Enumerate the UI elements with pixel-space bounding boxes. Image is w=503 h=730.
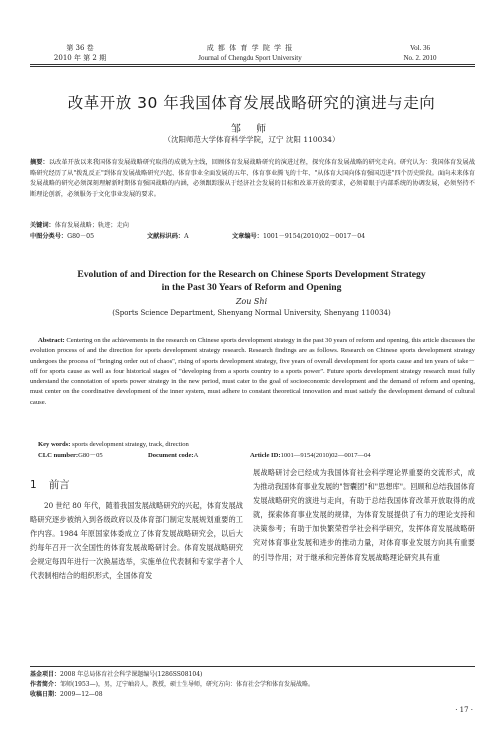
keywords-text-cn: 体育发展战略；轨迹；走向	[54, 222, 129, 229]
article-id-cn	[232, 232, 365, 241]
abstract-label-cn: 摘要：	[30, 159, 49, 166]
author-bio-label: 作者简介：	[30, 681, 61, 688]
section-number: 1	[30, 479, 37, 491]
header-volume-cn: 第 36 卷	[66, 44, 94, 52]
doc-code-label-en: Document code:	[148, 452, 194, 459]
clc-en	[38, 451, 103, 460]
article-id-label-cn: 文章编号：	[232, 233, 263, 240]
fund-label: 基金项目：	[30, 671, 61, 678]
abstract-text-cn: 以改革开放以来我国体育发展战略研究取得的成就为主线，回顾体育发展战略研究的演进过程，探究体育发展战略的研究走向。研究认为：我国体育发展战略研究经历了从"拨乱反正"到体育发展战略研究兴起、体育事业全面发展的五年、体育事业腾飞的十年、"从体育大国向体育强国迈进"四个历史阶段。面向未来体育发展战略的研究必须深刻理解新时期体育强国战略的内涵，必须跟踪服从于经济社会发展的目标和改革开放的要求，必须着眼于内部系统的协调发展，必须坚持不断理论创新，必须服务于文化事业发展的要求。	[30, 159, 476, 198]
abstract-en	[30, 336, 475, 408]
article-id-text-en: 1001—9154(2010)02—0017—04	[280, 452, 371, 459]
clc-cn	[30, 232, 94, 241]
abstract-cn	[30, 158, 475, 200]
clc-label-en: CLC number:	[38, 452, 79, 459]
article-title-en-line1: Evolution of and Direction for the Research on Chinese Sports Development Strategy	[77, 269, 426, 280]
article-id-label-en: Article ID:	[250, 452, 281, 459]
header-rule-bottom	[30, 66, 475, 67]
header-rule-top	[30, 64, 475, 65]
body-column-right: 展战略研讨会已经成为我国体育社会科学理论界重要的交流形式，成为推动我国体育事业发展的"智囊团"和"思想库"。回顾和总结我国体育发展战略研究的演进与走向，有助于总结我国体育改革开放取得的成就，探索体育事业发展的规律，为体育发展提供了有力的理论支持和决策参考；有助于加快繁荣哲学社会科学研究，发挥体育发展战略研究对体育事业发展和进步的推动力量，对体育事业发展方向具有重要的引导作用；对于继承和完善体育发展战略理论研究具有重	[253, 468, 475, 562]
doc-code-cn	[147, 232, 189, 241]
page-number: · 17 ·	[455, 706, 473, 714]
footnote-fund	[30, 670, 202, 680]
header-issue-cn: 2010 年 第 2 期	[53, 54, 107, 62]
article-title-en-line2: in the Past 30 Years of Reform and Opening	[161, 282, 342, 293]
affiliation-en: (Sports Science Department, Shenyang Normal University, Shenyang 110034)	[112, 309, 391, 317]
article-title-cn: 改革开放 30 年我国体育发展战略研究的演进与走向	[67, 94, 436, 112]
header-journal-cn: 成 都 体 育 学 院 学 报	[206, 44, 294, 52]
body-column-left: 20 世纪 80 年代，随着我国发展战略研究的兴起，体育发展战略研究逐步被纳入到各级政府以及体育部门制定发展规划重要的工作内容。1984 年原国家体委成立了体育发展战略研究会，以后大约每年召开一次全国性的体育发展战略研讨会。体育发展战略研究会规定每四年进行一次换届选举，实施单位代表制和专家学者个人代表制相结合的组织形式，全国体育发	[30, 501, 243, 581]
affiliation-cn: （沈阳师范大学体育科学学院，辽宁 沈阳 110034）	[163, 135, 340, 144]
author-bio-text: 邹师(1953—)，男，辽宁岫岩人，教授，硕士生导师，研究方向：体育社会学和体育发展战略。	[60, 681, 314, 688]
article-title-en	[0, 268, 503, 294]
keywords-label-cn: 关键词：	[30, 222, 55, 229]
doc-code-text-cn: A	[184, 233, 189, 240]
doc-code-text-en: A	[193, 452, 199, 459]
section-title: 前言	[48, 479, 70, 491]
footnote-received	[30, 690, 103, 700]
article-id-text-cn: 1001－9154(2010)02－0017－04	[262, 233, 366, 240]
clc-text-cn: G80－05	[67, 233, 95, 240]
keywords-text-en: sports development strategy, track, direction	[72, 441, 189, 448]
clc-text-en: G80－05	[78, 452, 103, 459]
header-issue-en: No. 2. 2010	[403, 54, 437, 62]
doc-code-label-cn: 文献标识码：	[147, 233, 185, 240]
abstract-label-en: Abstract:	[38, 337, 65, 344]
author-name-cn: 邹 师	[230, 124, 273, 135]
keywords-label-en: Key words:	[38, 441, 71, 448]
keywords-cn	[30, 221, 129, 230]
abstract-text-en: Centering on the achievements in the research on Chinese sports development strategy in the past 30 years of reform and opening, this article discusses the evolution process of and the direction for sports development strategy research. Research findings are as follows. Research on Chinese sports development strategy undergoes the process of "bringing order out of chaos", rising of sports development strategy, five years of overall development for sports cause and ten years of take－off for sports cause as well as four historical stages of "developing from a sports country to a sports power". Future sports development strategy research must fully understand the connotation of sports power strategy in the new period, must cater to the goal of socioeconomic development and the demand of reform and opening, must center on the coordinative development of the inner system, must adhere to constant theoretical innovation and must satisfy the development demand of cultural cause.	[30, 337, 475, 406]
author-name-en: Zou Shi	[235, 297, 268, 306]
doc-code-en	[148, 451, 198, 460]
received-text: 2009—12—08	[60, 691, 103, 698]
fund-text: 2008 年总局体育社会科学课题编号(1286SS08104)	[60, 671, 203, 678]
received-label: 收稿日期：	[30, 691, 61, 698]
footnote-rule	[30, 666, 475, 667]
article-id-en	[250, 451, 371, 460]
footnote-author	[30, 680, 314, 690]
header-volume-en: Vol. 36	[409, 44, 431, 52]
clc-label-cn: 中图分类号：	[30, 233, 68, 240]
header-journal-en: Journal of Chengdu Sport University	[198, 54, 302, 62]
section-heading	[30, 477, 70, 492]
keywords-en	[38, 440, 189, 449]
